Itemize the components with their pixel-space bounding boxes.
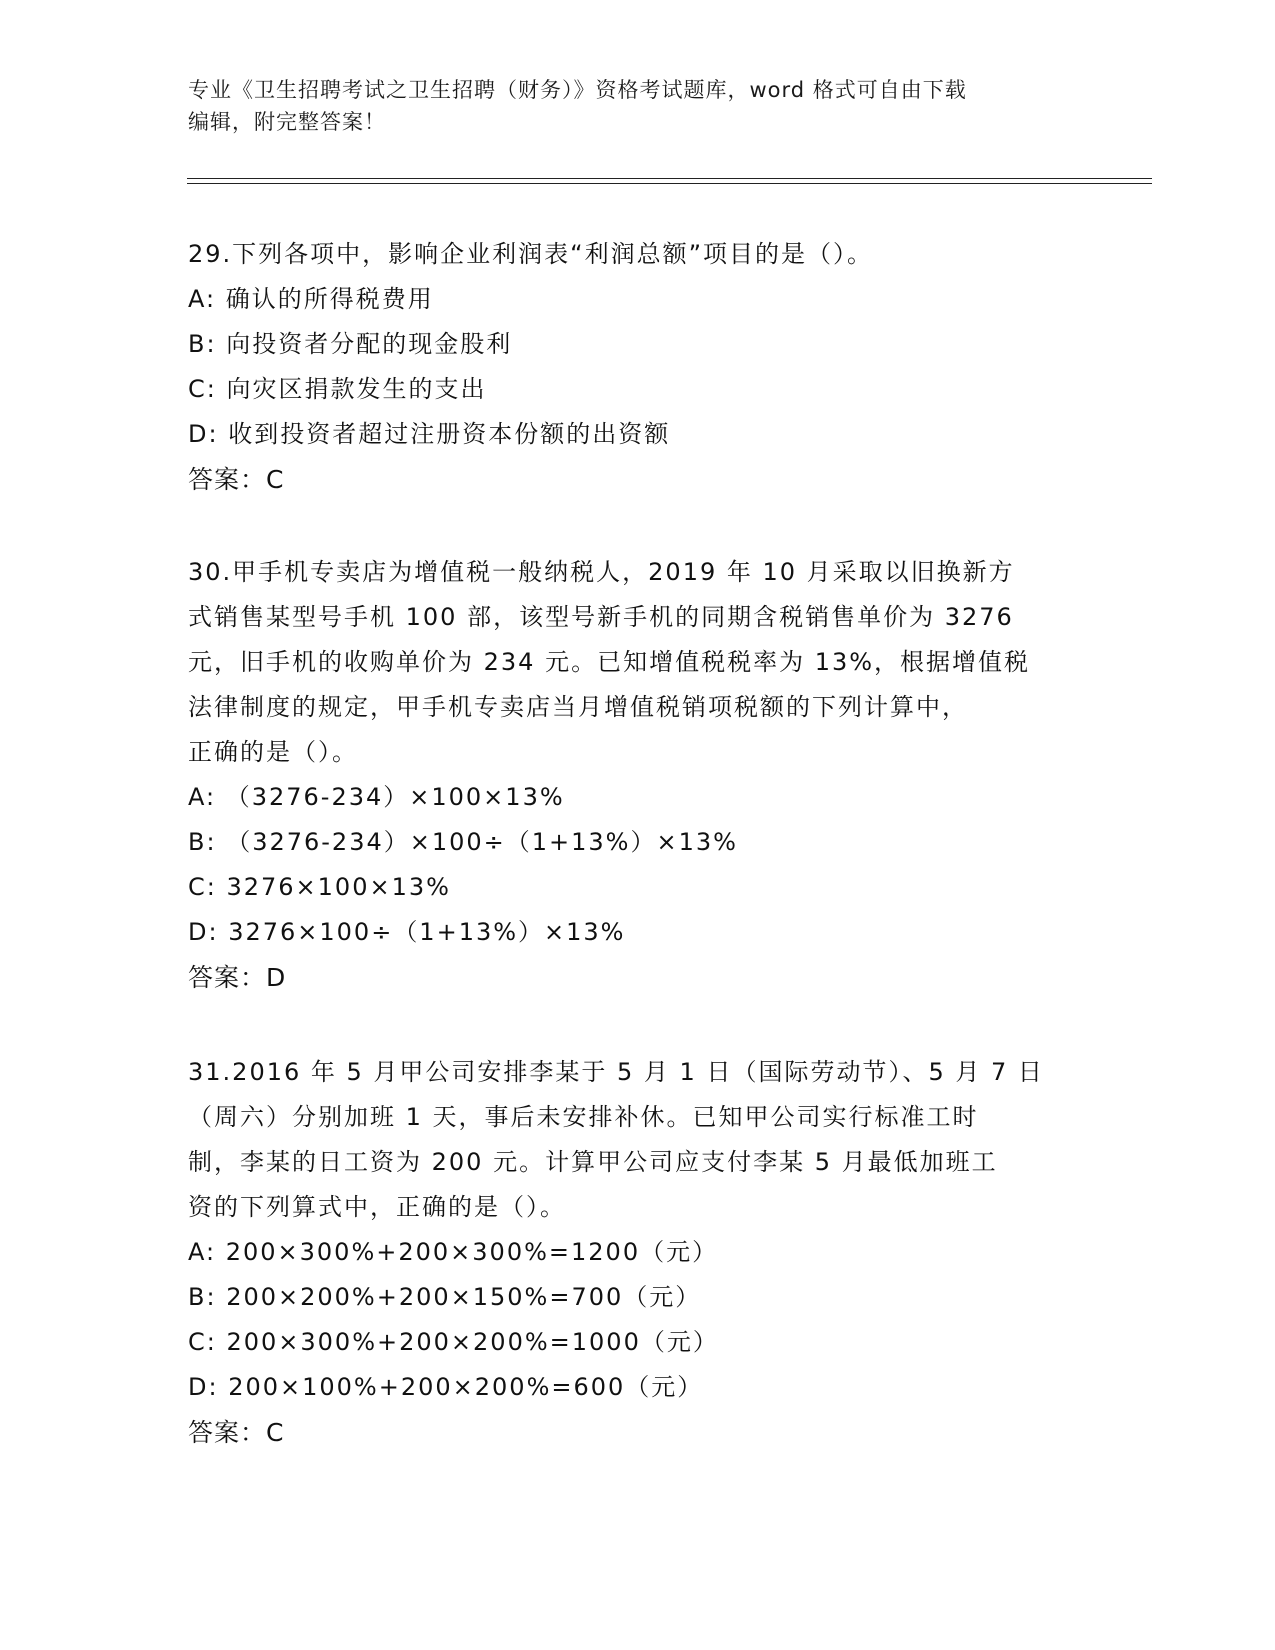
- option-b: [188, 322, 1088, 367]
- header-line-1: 专业《卫生招聘考试之卫生招聘（财务）》资格考试题库，word 格式可自由下载: [188, 78, 967, 102]
- header-line-2: 编辑，附完整答案！: [188, 110, 386, 134]
- option-text: 200×300%+200×300%=1200（元）: [216, 1238, 719, 1266]
- option-a: [188, 775, 1088, 820]
- option-text: （3276-234）×100÷（1+13%）×13%: [216, 828, 738, 856]
- option-key: D:: [188, 420, 219, 448]
- option-key: C:: [188, 1328, 217, 1356]
- option-c: [188, 1320, 1088, 1365]
- question-30: [188, 550, 1088, 1000]
- option-key: B:: [188, 330, 217, 358]
- question-stem: 31.2016 年 5 月甲公司安排李某于 5 月 1 日（国际劳动节）、5 月 7 日 （周六）分别加班 1 天，事后未安排补休。已知甲公司实行标准工时 制，李某的日工资为 200 元。计算甲公司应支付李某 5 月最低加班工 资的下列算式中，正确的是（）。: [188, 1058, 1044, 1221]
- header-rule-top: [187, 178, 1152, 179]
- question-stem: 30.甲手机专卖店为增值税一般纳税人，2019 年 10 月采取以旧换新方 式销售某型号手机 100 部，该型号新手机的同期含税销售单价为 3276 元，旧手机的收购单价为 234 元。已知增值税税率为 13%，根据增值税 法律制度的规定，甲手机专卖店当月增值税销项税额的下列计算中， 正确的是（）。: [188, 558, 1031, 766]
- option-key: C:: [188, 873, 217, 901]
- option-b: [188, 1275, 1088, 1320]
- option-c: [188, 865, 1088, 910]
- option-key: A:: [188, 783, 217, 811]
- option-a: [188, 277, 1088, 322]
- answer-line: 答案：C: [188, 465, 285, 494]
- option-text: 收到投资者超过注册资本份额的出资额: [218, 420, 671, 448]
- option-d: [188, 1365, 1088, 1410]
- answer-line: 答案：C: [188, 1418, 285, 1447]
- option-text: 200×100%+200×200%=600（元）: [218, 1373, 704, 1401]
- document-header: [188, 74, 1068, 138]
- question-stem: 29.下列各项中，影响企业利润表“利润总额”项目的是（）。: [188, 240, 874, 268]
- option-key: D:: [188, 918, 219, 946]
- option-text: 确认的所得税费用: [216, 285, 434, 313]
- option-text: 向投资者分配的现金股利: [216, 330, 513, 358]
- option-d: [188, 910, 1088, 955]
- option-key: B:: [188, 828, 217, 856]
- option-key: D:: [188, 1373, 219, 1401]
- option-key: C:: [188, 375, 217, 403]
- option-text: （3276-234）×100×13%: [216, 783, 565, 811]
- option-c: [188, 367, 1088, 412]
- question-29: [188, 232, 1088, 502]
- question-31: [188, 1050, 1088, 1455]
- option-key: A:: [188, 285, 217, 313]
- option-d: [188, 412, 1088, 457]
- option-key: A:: [188, 1238, 217, 1266]
- option-b: [188, 820, 1088, 865]
- option-a: [188, 1230, 1088, 1275]
- answer-line: 答案：D: [188, 963, 287, 992]
- option-text: 3276×100÷（1+13%）×13%: [218, 918, 626, 946]
- option-text: 向灾区捐款发生的支出: [216, 375, 487, 403]
- option-text: 3276×100×13%: [216, 873, 451, 901]
- option-text: 200×200%+200×150%=700（元）: [216, 1283, 702, 1311]
- option-key: B:: [188, 1283, 217, 1311]
- option-text: 200×300%+200×200%=1000（元）: [216, 1328, 719, 1356]
- header-rule-bottom: [187, 183, 1152, 184]
